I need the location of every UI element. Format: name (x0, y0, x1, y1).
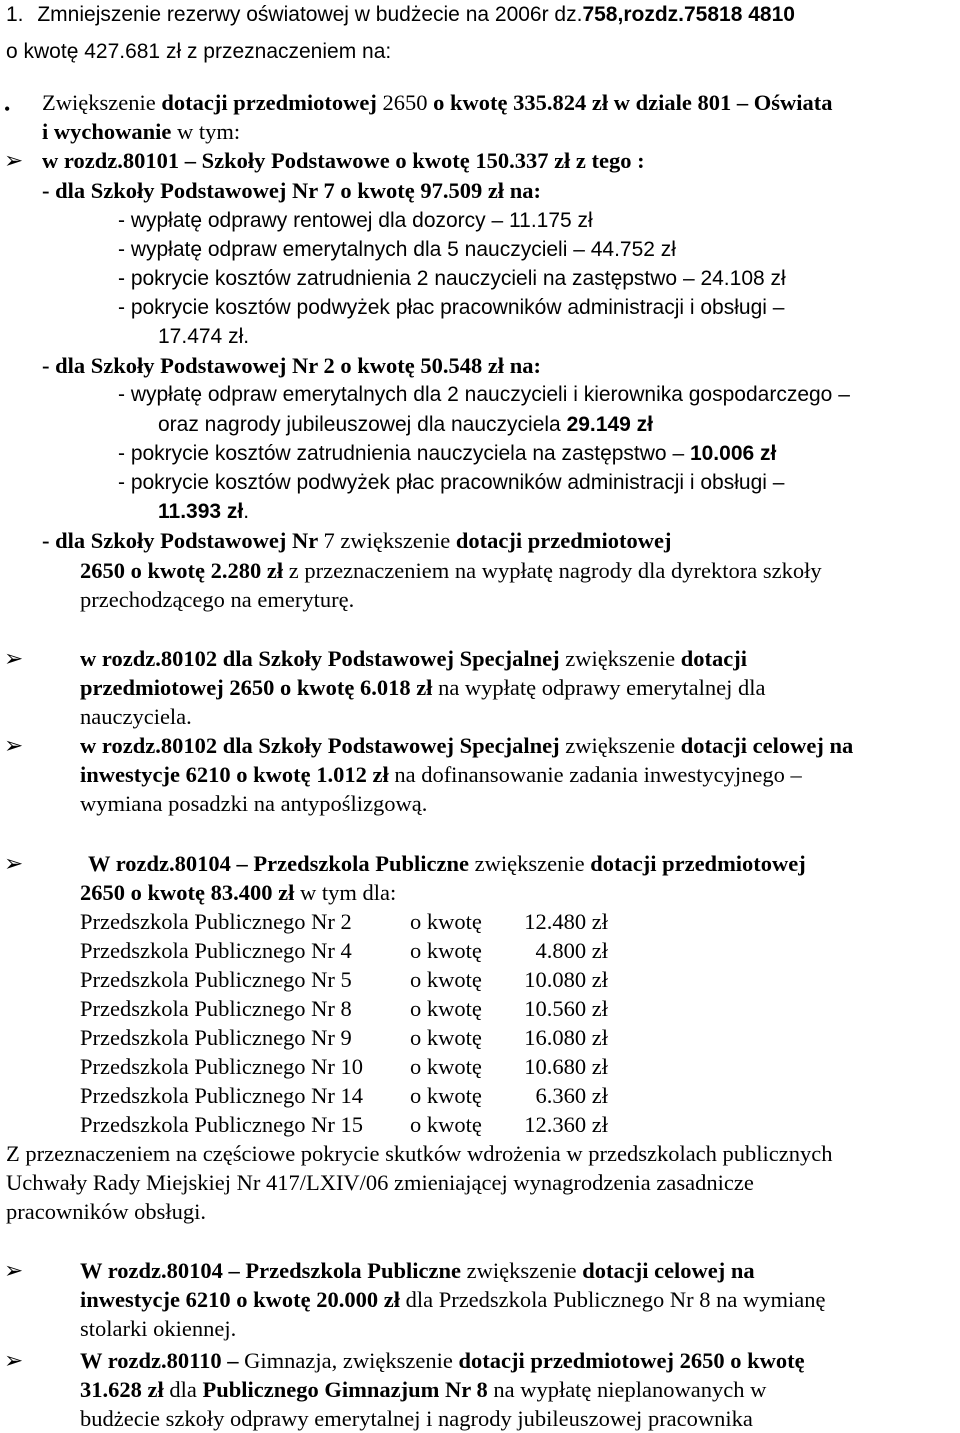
arrow-icon: ➢ (4, 148, 24, 173)
rozdz-80102-a-line2: przedmiotowej 2650 o kwotę 6.018 zł na wypłatę odprawy emerytalnej dla (80, 675, 766, 700)
section-1-line2: o kwotę 427.681 zł z przeznaczeniem na: (6, 40, 392, 63)
table-row: Przedszkola Publicznego Nr 5 o kwotę 10.080 zł (80, 967, 608, 992)
sp7-item-4: - pokrycie kosztów podwyżek płac pracowników administracji i obsługi – (118, 296, 785, 319)
sp7-dotacja-line3: przechodzącego na emeryturę. (80, 587, 355, 612)
table-row: Przedszkola Publicznego Nr 9 o kwotę 16.080 zł (80, 1025, 608, 1050)
table-row: Przedszkola Publicznego Nr 10 o kwotę 10.680 zł (80, 1054, 608, 1079)
rozdz-80101-line: w rozdz.80101 – Szkoły Podstawowe o kwotę 150.337 zł z tego : (42, 148, 645, 173)
sp7-item-1: - wypłatę odprawy rentowej dla dozorcy – 11.175 zł (118, 209, 593, 232)
table-row: Przedszkola Publicznego Nr 8 o kwotę 10.560 zł (80, 996, 608, 1021)
table-row: Przedszkola Publicznego Nr 15 o kwotę 12.360 zł (80, 1112, 608, 1137)
sp2-heading: - dla Szkoły Podstawowej Nr 2 o kwotę 50.548 zł na: (42, 353, 541, 378)
bullet-line1: Zwiększenie dotacji przedmiotowej 2650 o kwotę 335.824 zł w dziale 801 – Oświata (42, 90, 833, 115)
rozdz-80104-b-line1: W rozdz.80104 – Przedszkola Publiczne zwiększenie dotacji celowej na (80, 1258, 755, 1283)
rozdz-80102-b-line2: inwestycje 6210 o kwotę 1.012 zł na dofinansowanie zadania inwestycyjnego – (80, 762, 802, 787)
przedszkola-table (80, 907, 608, 1139)
arrow-icon: ➢ (4, 851, 24, 876)
arrow-icon: ➢ (4, 646, 24, 671)
section-1-line1: 1. Zmniejszenie rezerwy oświatowej w budżecie na 2006r dz.758,rozdz.75818 4810 (6, 3, 795, 26)
arrow-icon: ➢ (4, 1348, 24, 1373)
sp7-item-3: - pokrycie kosztów zatrudnienia 2 nauczycieli na zastępstwo – 24.108 zł (118, 267, 786, 290)
rozdz-80102-b-line3: wymiana posadzki na antypoślizgową. (80, 791, 428, 816)
arrow-icon: ➢ (4, 1258, 24, 1283)
sp2-item-3-cont: 11.393 zł. (158, 500, 250, 523)
sp7-item-2: - wypłatę odpraw emerytalnych dla 5 nauczycieli – 44.752 zł (118, 238, 676, 261)
note-line3: pracowników obsługi. (6, 1199, 206, 1224)
sp7-dotacja-line2: 2650 o kwotę 2.280 zł z przeznaczeniem na wypłatę nagrody dla dyrektora szkoły (80, 558, 822, 583)
sp2-item-1-cont: oraz nagrody jubileuszowej dla nauczyciela 29.149 zł (158, 413, 653, 436)
rozdz-80104-a-line2: 2650 o kwotę 83.400 zł w tym dla: (80, 880, 397, 905)
rozdz-80110-line2: 31.628 zł dla Publicznego Gimnazjum Nr 8 na wypłatę nieplanowanych w (80, 1377, 767, 1402)
rozdz-80102-a-line3: nauczyciela. (80, 704, 192, 729)
table-row: Przedszkola Publicznego Nr 2 o kwotę 12.480 zł (80, 909, 608, 934)
note-line2: Uchwały Rady Miejskiej Nr 417/LXIV/06 zmieniającej wynagrodzenia zasadnicze (6, 1170, 754, 1195)
rozdz-80104-a-line1: W rozdz.80104 – Przedszkola Publiczne zwiększenie dotacji przedmiotowej (88, 851, 806, 876)
sp2-item-2: - pokrycie kosztów zatrudnienia nauczyciela na zastępstwo – 10.006 zł (118, 442, 777, 465)
bullet-line2: i wychowanie w tym: (42, 119, 241, 144)
rozdz-80102-a-line1: w rozdz.80102 dla Szkoły Podstawowej Specjalnej zwiększenie dotacji (80, 646, 748, 671)
sp7-heading: - dla Szkoły Podstawowej Nr 7 o kwotę 97.509 zł na: (42, 178, 541, 203)
section-number: 1. (6, 3, 24, 26)
table-row: Przedszkola Publicznego Nr 14 o kwotę 6.360 zł (80, 1083, 608, 1108)
rozdz-80104-b-line3: stolarki okiennej. (80, 1316, 237, 1341)
note-line1: Z przeznaczeniem na częściowe pokrycie skutków wdrożenia w przedszkolach publicznych (6, 1141, 833, 1166)
arrow-icon: ➢ (4, 733, 24, 758)
sp7-item-4-cont: 17.474 zł. (158, 325, 250, 348)
rozdz-80110-line1: W rozdz.80110 – Gimnazja, zwiększenie dotacji przedmiotowej 2650 o kwotę (80, 1348, 805, 1373)
rozdz-80110-line3: budżecie szkoły odprawy emerytalnej i nagrody jubileuszowej pracownika (80, 1406, 753, 1431)
sp2-item-1: - wypłatę odpraw emerytalnych dla 2 nauczycieli i kierownika gospodarczego – (118, 383, 850, 406)
bullet-icon: • (4, 99, 11, 119)
sp2-item-3: - pokrycie kosztów podwyżek płac pracowników administracji i obsługi – (118, 471, 785, 494)
rozdz-80104-b-line2: inwestycje 6210 o kwotę 20.000 zł dla Przedszkola Publicznego Nr 8 na wymianę (80, 1287, 826, 1312)
sp7-dotacja-line1: - dla Szkoły Podstawowej Nr 7 zwiększenie dotacji przedmiotowej (42, 528, 672, 553)
table-row: Przedszkola Publicznego Nr 4 o kwotę 4.800 zł (80, 938, 608, 963)
rozdz-80102-b-line1: w rozdz.80102 dla Szkoły Podstawowej Specjalnej zwiększenie dotacji celowej na (80, 733, 854, 758)
